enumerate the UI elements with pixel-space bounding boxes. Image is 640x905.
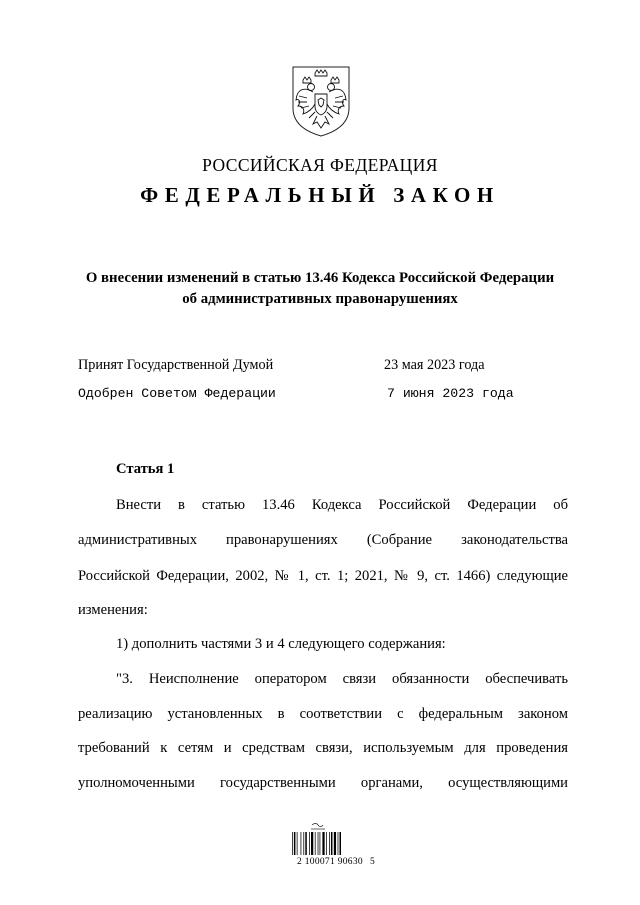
law-title xyxy=(0,268,640,310)
law-title-line: О внесении изменений в статью 13.46 Кодекса Российской Федерации xyxy=(85,270,555,286)
article-text-line: административных правонарушениях (Собрание законодательства xyxy=(78,532,568,548)
barcode-number: 2 100071 90630 xyxy=(297,857,363,867)
article-text-line: требований к сетям и средствам связи, используемым для проведения xyxy=(78,740,568,756)
article-heading: Статья 1 xyxy=(116,461,175,477)
article-text-line: реализацию установленных в соответствии с федеральным законом xyxy=(78,706,568,722)
article-text-line: Российской Федерации, 2002, № 1, ст. 1; 2021, № 9, ст. 1466) следующие xyxy=(78,568,568,584)
country-name: РОССИЙСКАЯ ФЕДЕРАЦИЯ xyxy=(202,155,438,175)
law-title-line: об административных правонарушениях xyxy=(182,291,458,307)
duma-adoption-date: 23 мая 2023 года xyxy=(384,357,485,373)
article-text-line: изменения: xyxy=(78,602,148,618)
article-text-line: уполномоченными государственными органами, осуществляющими xyxy=(78,775,568,791)
russian-coat-of-arms-icon xyxy=(289,64,353,138)
barcode-check-digit: 5 xyxy=(370,857,375,867)
council-approval-date: 7 июня 2023 года xyxy=(387,386,514,401)
article-text-line: Внести в статью 13.46 Кодекса Российской Федерации об xyxy=(116,497,568,513)
duma-adoption-label: Принят Государственной Думой xyxy=(78,357,274,373)
article-text-line: 1) дополнить частями 3 и 4 следующего содержания: xyxy=(116,636,446,652)
council-approval-label: Одобрен Советом Федерации xyxy=(78,386,276,401)
law-type-heading: ФЕДЕРАЛЬНЫЙ ЗАКОН xyxy=(140,183,500,207)
article-text-line: "3. Неисполнение оператором связи обязанности обеспечивать xyxy=(116,671,568,687)
barcode-icon xyxy=(290,822,360,856)
